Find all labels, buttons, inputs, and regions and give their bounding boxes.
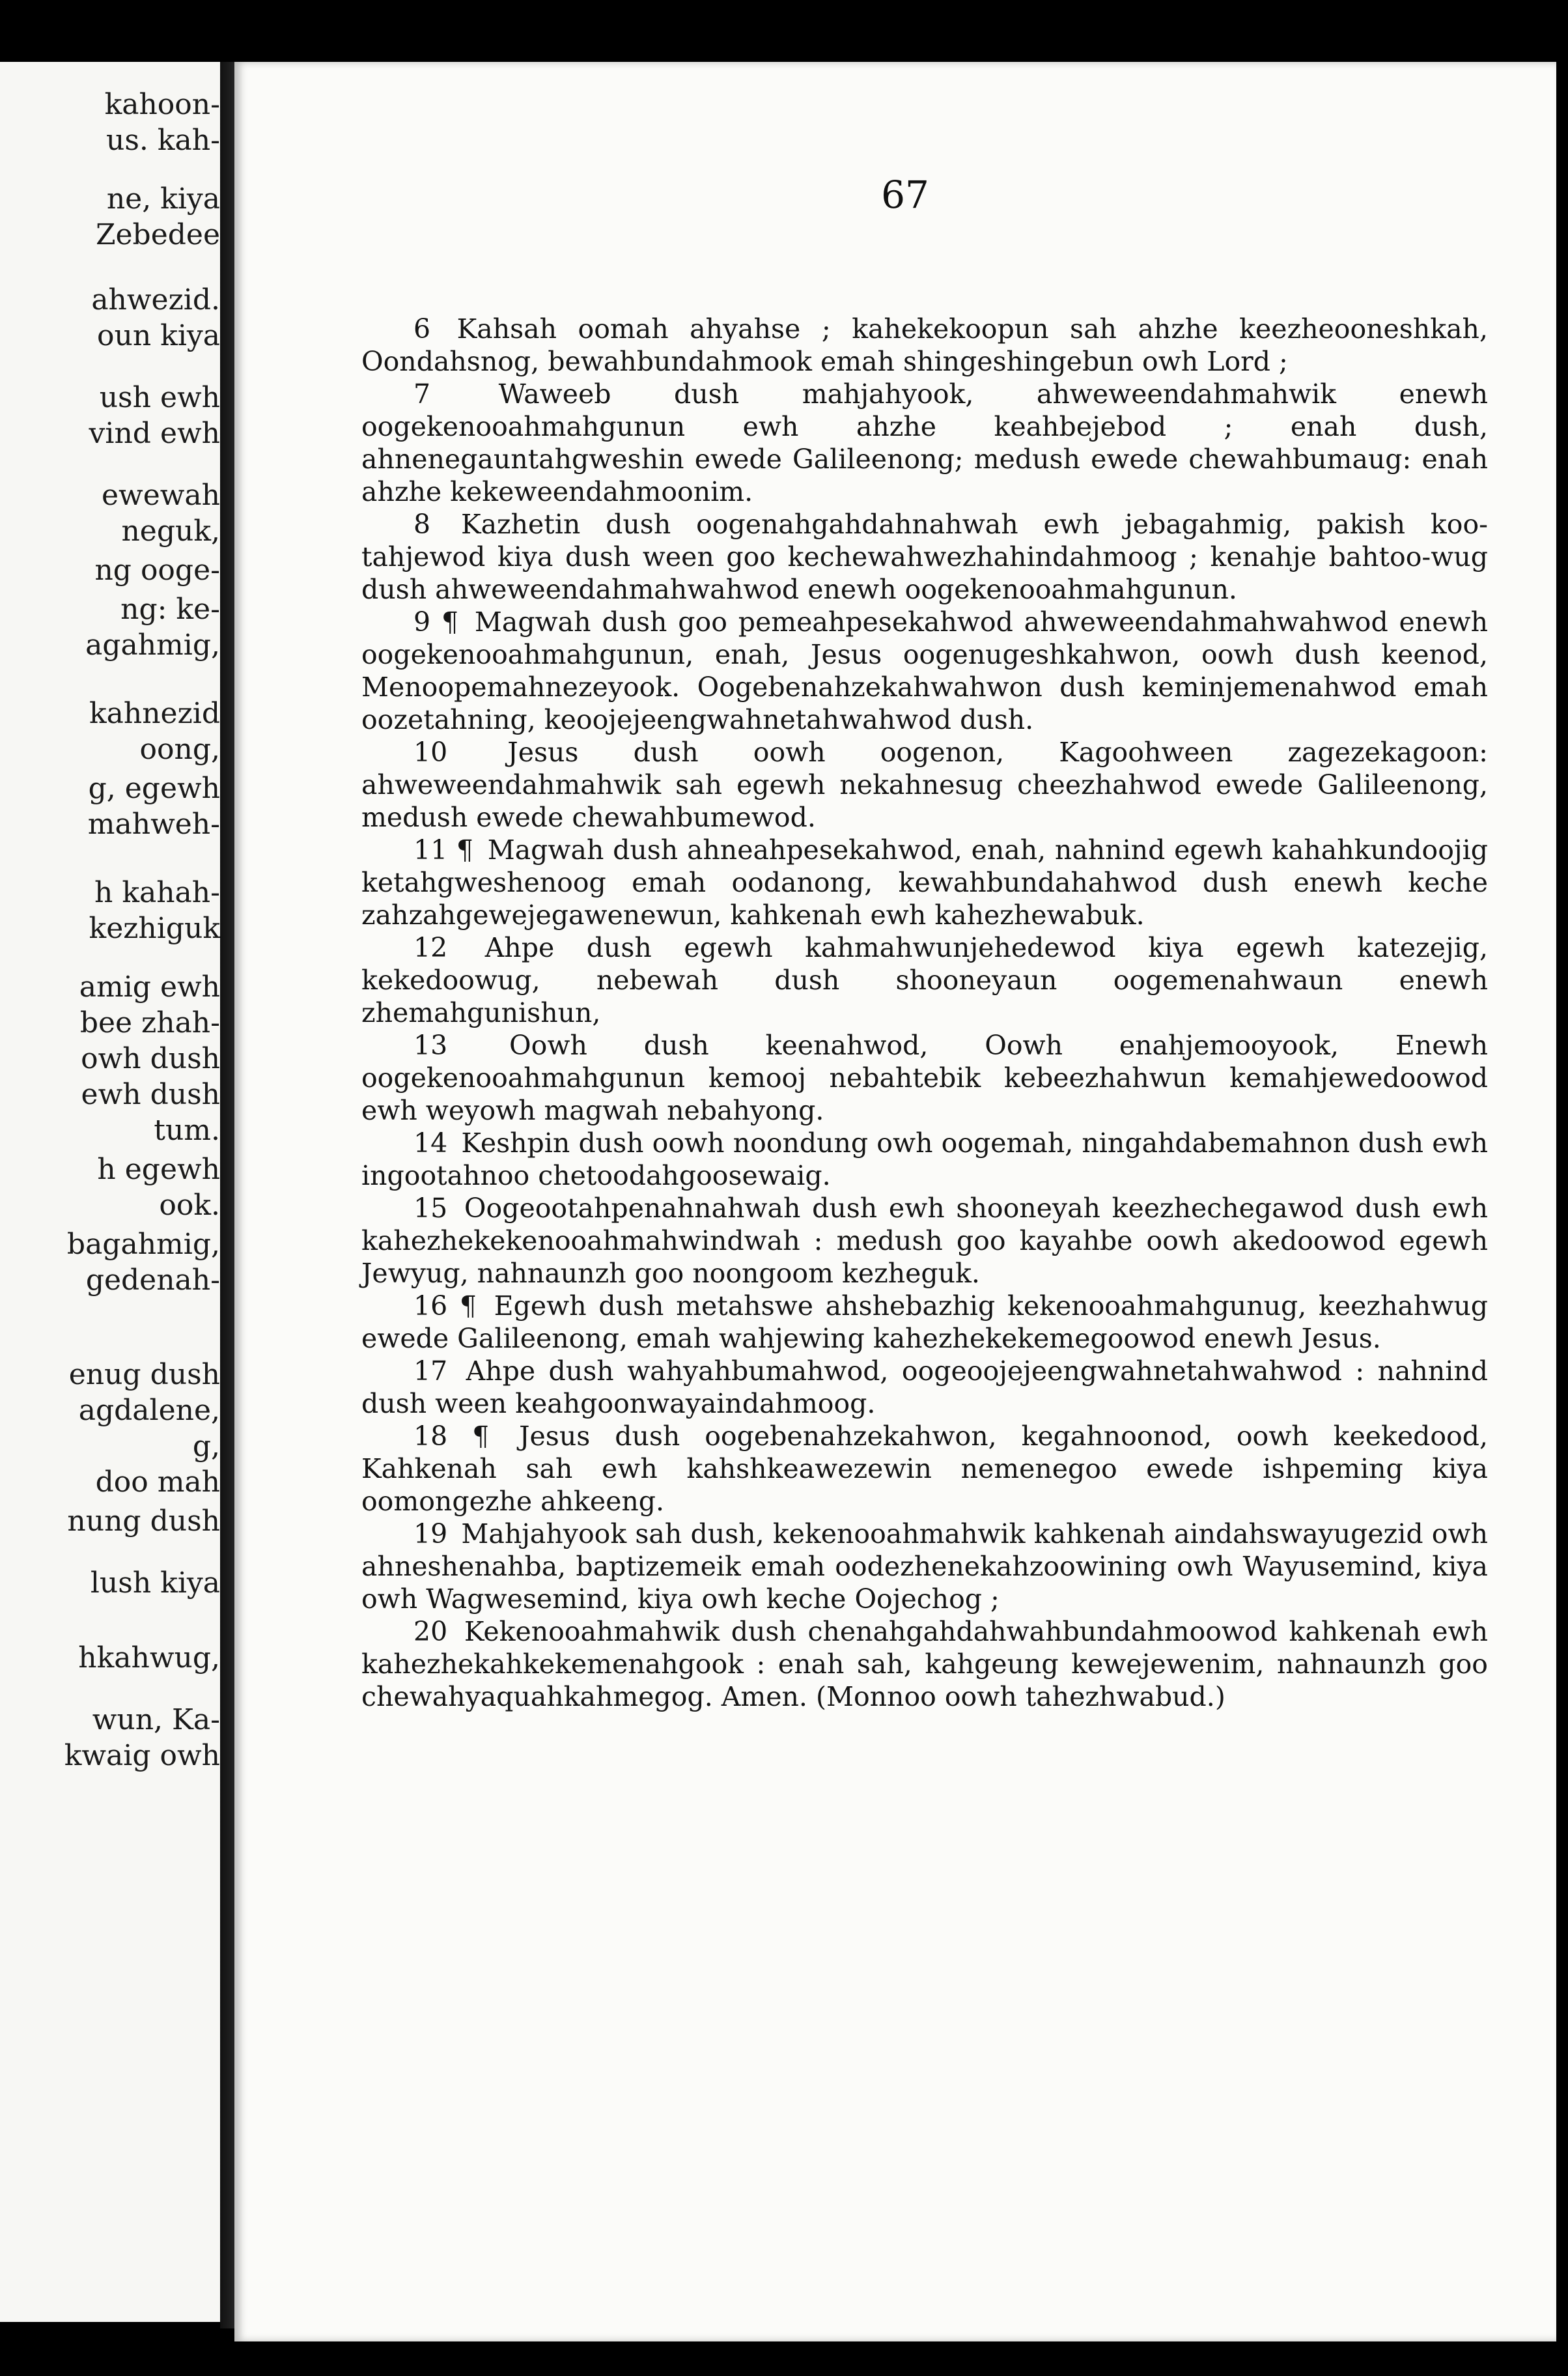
left-page-line: kezhiguk xyxy=(89,912,220,945)
verse-text: Magwah dush goo pemeahpesekahwod ahweweendahmahwahwod enewh oogekenooahmahgunun, enah, Jesus oogenugeshkahwon, oowh dush keenod, Menoopemahnezeyook. Oogebenahzekahwahwon dush keminjemenahwod emah oozetahning, keoojejeengwahnetahwahwod dush. xyxy=(361,606,1488,735)
left-page-line: hkahwug, xyxy=(78,1641,220,1675)
verse-number: 10 xyxy=(413,737,448,768)
verse xyxy=(361,1420,1488,1518)
left-page-line: gedenah- xyxy=(85,1264,220,1297)
left-page-line: neguk, xyxy=(121,515,220,548)
left-page-line: g, egewh xyxy=(88,772,220,805)
left-page-line: ne, kiya xyxy=(106,182,220,216)
left-page-line: oong, xyxy=(139,733,220,766)
page-text-body xyxy=(361,313,1488,1713)
verse xyxy=(361,508,1488,606)
verse-number: 9 ¶ xyxy=(413,606,459,638)
verse xyxy=(361,1029,1488,1127)
verse-text: Oogeootahpenahnahwah dush ewh shooneyah keezhechegawod dush ewh kahezhekekenooahmahwindwah : medush goo kayahbe oowh akedoowod egewh Jewyug, nahnaunzh goo noongoom kezheguk. xyxy=(361,1193,1488,1289)
verse-number: 19 xyxy=(413,1518,448,1549)
left-page-line: g, xyxy=(192,1430,220,1463)
verse-text: Jesus dush oowh oogenon, Kagoohween zagezekagoon: ahweweendahmahwik sah egewh nekahnesug cheezhahwod ewede Galileenong, medush ewede chewahbumewod. xyxy=(361,737,1488,833)
left-page-line: doo mah xyxy=(95,1465,220,1499)
verse xyxy=(361,1518,1488,1615)
left-page-line: tum. xyxy=(154,1114,220,1147)
verse-number: 6 xyxy=(413,313,431,345)
left-page-line: kahoon- xyxy=(104,88,220,121)
left-page-line: mahweh- xyxy=(87,808,220,841)
left-page-line: h egewh xyxy=(97,1153,220,1186)
verse-number: 17 xyxy=(413,1355,448,1387)
verse-text: Kazhetin dush oogenahgahdahnahwah ewh jebagahmig, pakish koo-tahjewod kiya dush ween goo kechewahwezhahindahmoog ; kenahje bahtoo-wug dush ahweweendahmahwahwod enewh oogekenooahmahgunun. xyxy=(361,509,1488,605)
verse-number: 15 xyxy=(413,1193,448,1224)
verse xyxy=(361,313,1488,378)
verse xyxy=(361,1355,1488,1420)
verse-text: Kekenooahmahwik dush chenahgahdahwahbundahmoowod kahkenah ewh kahezhekahkekemenahgook : enah sah, kahgeung kewejewenim, nahnaunzh goo chewahyaquahkahmegog. Amen. (Monnoo oowh tahezhwabud.) xyxy=(361,1616,1488,1712)
left-page-line: agahmig, xyxy=(85,629,220,662)
left-page-line: amig ewh xyxy=(79,970,220,1004)
verse xyxy=(361,736,1488,834)
left-page-line: oun kiya xyxy=(97,319,220,352)
verse-text: Keshpin dush oowh noondung owh oogemah, ningahdabemahnon dush ewh ingootahnoo chetoodahgoosewaig. xyxy=(361,1127,1488,1191)
verse-number: 18 ¶ xyxy=(413,1421,490,1452)
left-page-line: kahnezid xyxy=(89,697,220,730)
page-number: 67 xyxy=(881,173,929,217)
left-page-line: nung dush xyxy=(67,1505,220,1538)
left-page-line: agdalene, xyxy=(78,1394,220,1427)
verse-number: 13 xyxy=(413,1030,448,1061)
left-page-line: ng ooge- xyxy=(94,554,220,587)
verse-text: Waweeb dush mahjahyook, ahweweendahmahwik enewh oogekenooahmahgunun ewh ahzhe keahbejebod ; enah dush, ahnenegauntahgweshin ewede Galileenong; medush ewede chewahbumaug: enah ahzhe kekeweendahmoonim. xyxy=(361,378,1488,507)
left-page-line: ook. xyxy=(159,1189,220,1222)
left-page-line: vind ewh xyxy=(89,417,220,450)
left-page-line: us. kah- xyxy=(106,124,220,157)
left-page-line: lush kiya xyxy=(90,1566,220,1600)
left-page-line: wun, Ka- xyxy=(92,1703,220,1736)
left-page-line: enug dush xyxy=(68,1358,220,1391)
verse xyxy=(361,834,1488,931)
left-page-line: ewh dush xyxy=(81,1078,220,1111)
verse xyxy=(361,1290,1488,1355)
verse-number: 20 xyxy=(413,1616,448,1647)
left-page-line: bagahmig, xyxy=(66,1228,220,1261)
verse-text: Egewh dush metahswe ahshebazhig kekenooahmahgunug, keezhahwug ewede Galileenong, emah wahjewing kahezhekekemegoowod enewh Jesus. xyxy=(361,1290,1488,1354)
verse-text: Oowh dush keenahwod, Oowh enahjemooyook, Enewh oogekenooahmahgunun kemooj nebahtebik kebeezhahwun kemahjewedoowod ewh weyowh magwah nebahyong. xyxy=(361,1030,1488,1126)
left-page xyxy=(0,62,220,2322)
verse-text: Ahpe dush wahyahbumahwod, oogeoojejeengwahnetahwahwod : nahnind dush ween keahgoonwayaindahmoog. xyxy=(361,1355,1488,1419)
left-page-line: h kahah- xyxy=(94,876,220,909)
verse xyxy=(361,1192,1488,1290)
verse xyxy=(361,931,1488,1029)
left-page-line: owh dush xyxy=(81,1042,220,1075)
verse-number: 11 ¶ xyxy=(413,834,473,866)
verse xyxy=(361,606,1488,736)
verse-number: 12 xyxy=(413,932,448,963)
verse-text: Mahjahyook sah dush, kekenooahmahwik kahkenah aindahswayugezid owh ahneshenahba, baptizemeik emah oodezhenekahzoowining owh Wayusemind, kiya owh Wagwesemind, kiya owh keche Oojechog ; xyxy=(361,1518,1488,1615)
verse-text: Kahsah oomah ahyahse ; kahekekoopun sah ahzhe keezheooneshkah, Oondahsnog, bewahbundahmook emah shingeshingebun owh Lord ; xyxy=(361,313,1488,377)
verse-number: 16 ¶ xyxy=(413,1290,477,1322)
verse-text: Jesus dush oogebenahzekahwon, kegahnoonod, oowh keekedood, Kahkenah sah ewh kahshkeawezewin nemenegoo ewede ishpeming kiya oomongezhe ahkeeng. xyxy=(361,1421,1488,1517)
left-page-line: ahwezid. xyxy=(91,283,220,317)
verse-text: Ahpe dush egewh kahmahwunjehedewod kiya egewh katezejig, kekedoowug, nebewah dush shooneyaun oogemenahwaun enewh zhemahgunishun, xyxy=(361,932,1488,1028)
verse-number: 8 xyxy=(413,509,431,540)
left-page-line: ush ewh xyxy=(99,381,220,414)
left-page-line: ng: ke- xyxy=(120,593,220,626)
verse xyxy=(361,378,1488,508)
left-page-line: kwaig owh xyxy=(64,1739,220,1772)
verse xyxy=(361,1127,1488,1192)
verse-number: 7 xyxy=(413,378,431,410)
verse xyxy=(361,1615,1488,1713)
left-page-line: Zebedee xyxy=(95,218,220,251)
left-page-line: bee zhah- xyxy=(79,1006,220,1040)
left-page-line: ewewah xyxy=(102,479,220,512)
verse-number: 14 xyxy=(413,1127,448,1159)
verse-text: Magwah dush ahneahpesekahwod, enah, nahnind egewh kahahkundoojig ketahgweshenoog emah oodanong, kewahbundahahwod dush enewh keche zahzahgewejegawenewun, kahkenah ewh kahezhewabuk. xyxy=(361,834,1488,931)
